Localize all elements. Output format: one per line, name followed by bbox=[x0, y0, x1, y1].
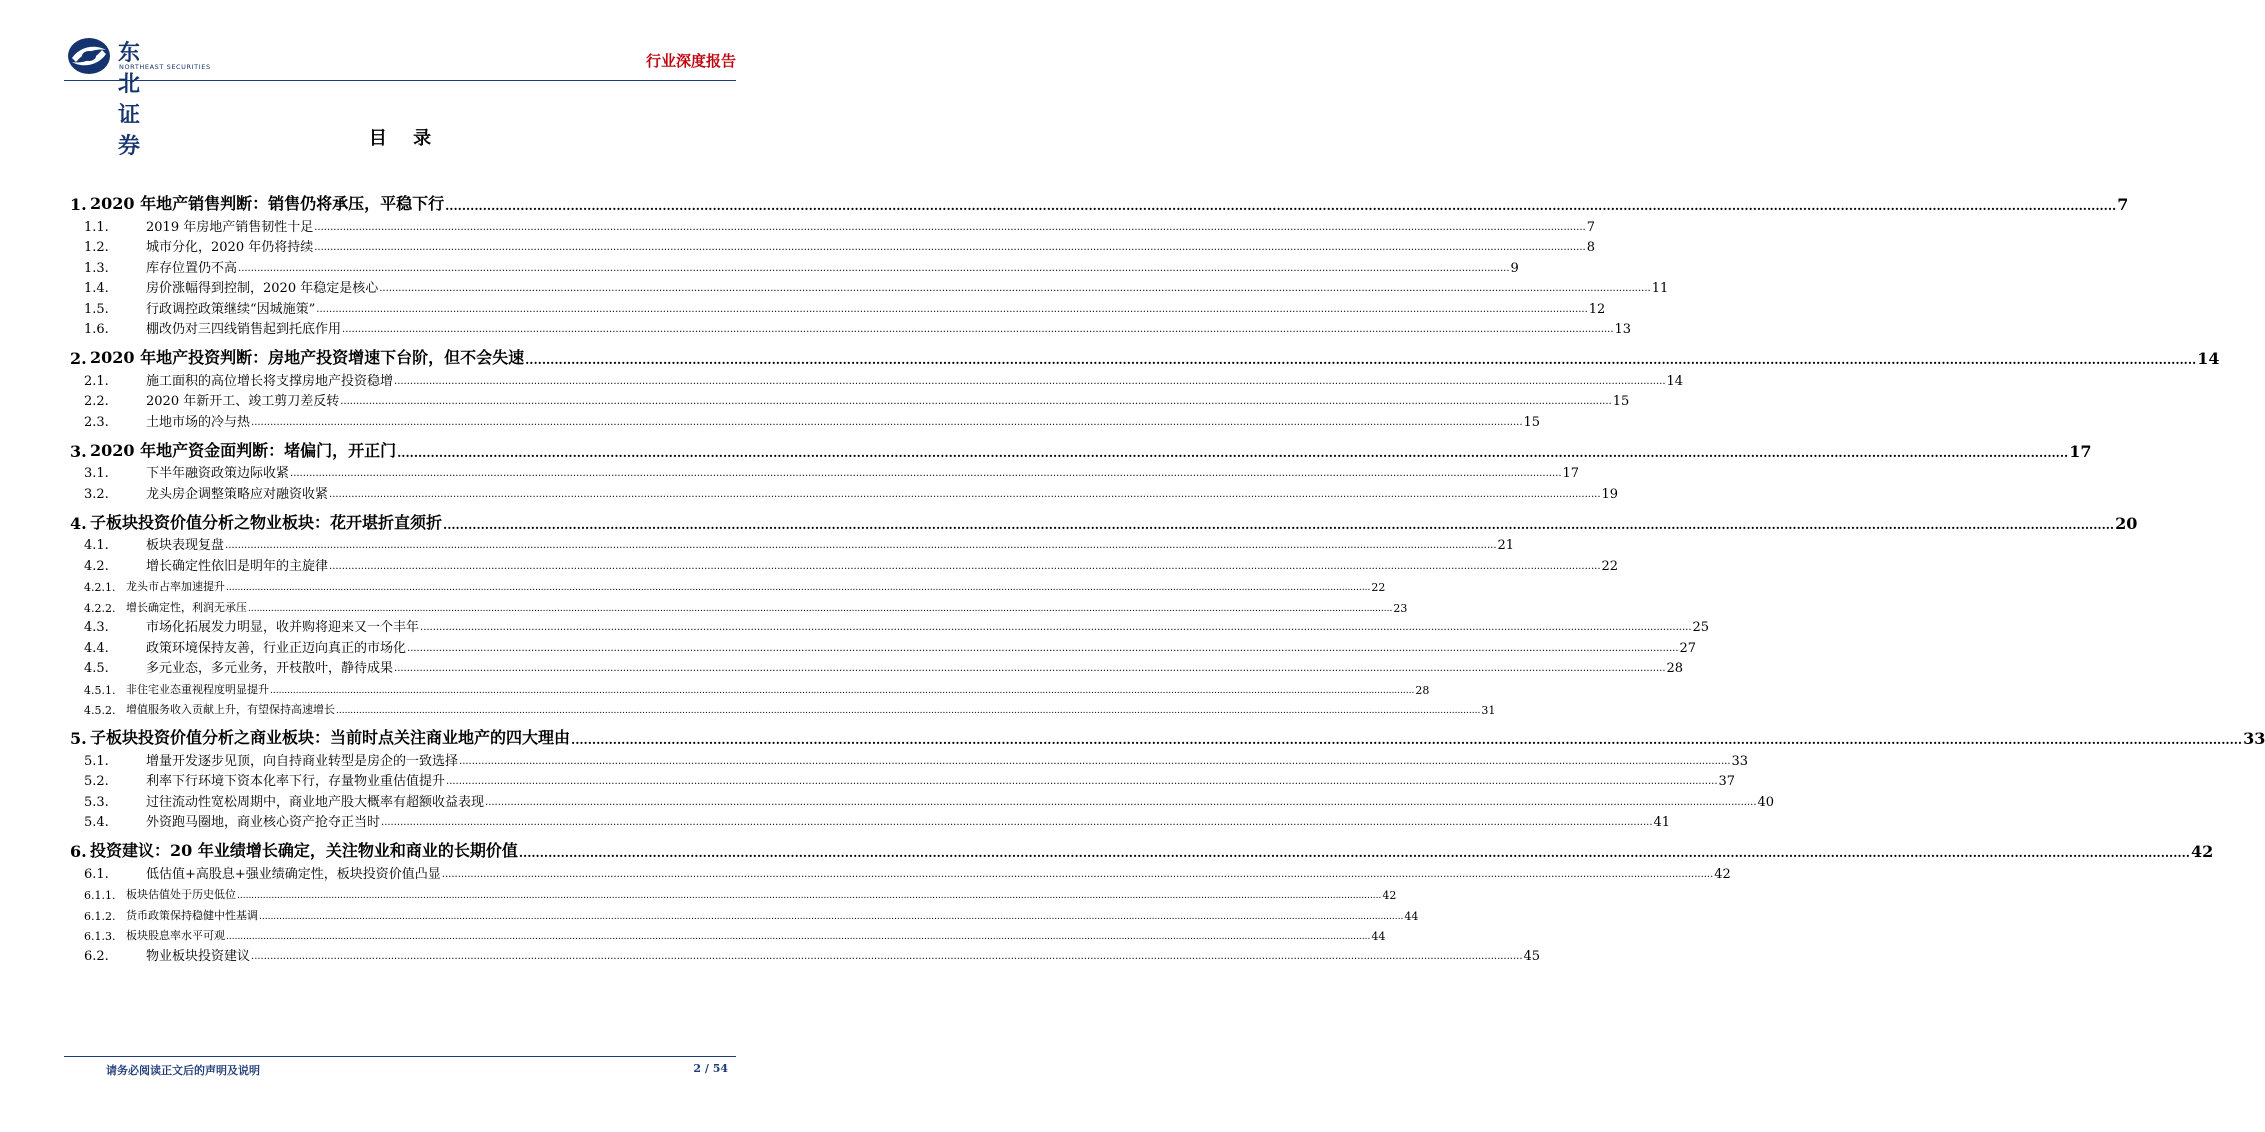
toc-entry[interactable] bbox=[70, 882, 1397, 903]
toc-dot-leader: ................................................................................................................................................................................................................................................................................................................................................................................................................ bbox=[290, 468, 1562, 479]
toc-entry-page: 31 bbox=[1481, 704, 1496, 717]
toc-entry-title: 政策环境保持友善，行业正迈向真正的市场化 bbox=[146, 640, 407, 656]
toc-entry-page: 33 bbox=[1731, 753, 1749, 769]
toc-entry-page: 20 bbox=[2115, 513, 2138, 533]
toc-entry-title: 2020 年地产投资判断：房地产投资增速下台阶，但不会失速 bbox=[90, 348, 525, 367]
toc-entry-title: 下半年融资政策边际收紧 bbox=[146, 466, 290, 481]
toc-entry-page: 17 bbox=[1562, 466, 1580, 481]
toc-entry[interactable] bbox=[70, 769, 1736, 790]
toc-entry-number: 4.5.1. bbox=[84, 683, 116, 697]
toc-entry-title: 过往流动性宽松周期中，商业地产股大概率有超额收益表现 bbox=[146, 794, 485, 810]
toc-entry-title: 龙头房企调整策略应对融资收紧 bbox=[146, 486, 329, 502]
toc-entry-number: 4.1. bbox=[84, 538, 109, 553]
toc-entry-title: 外资跑马圈地，商业核心资产抢夺正当时 bbox=[146, 815, 381, 830]
toc-entry-title: 多元业态，多元业务，开枝散叶，静待成果 bbox=[146, 661, 394, 676]
toc-entry[interactable] bbox=[70, 748, 1749, 769]
toc-entry-page: 13 bbox=[1614, 322, 1632, 337]
footer-disclaimer: 请务必阅读正文后的声明及说明 bbox=[106, 1064, 260, 1077]
toc-entry-number: 6.1.3. bbox=[84, 930, 116, 943]
toc-entry-page: 12 bbox=[1588, 301, 1606, 317]
toc-entry-number: 4.2.1. bbox=[84, 581, 116, 594]
toc-dot-leader: ................................................................................................................................................................................................................................................................................................................................................................................................................ bbox=[340, 396, 1612, 407]
toc-entry-page: 22 bbox=[1371, 581, 1386, 594]
header-divider bbox=[64, 80, 736, 81]
toc-entry-page: 17 bbox=[2069, 441, 2092, 461]
toc-dot-leader: ................................................................................................................................................................................................................................................................................................................................................................................................................ bbox=[316, 303, 1588, 315]
northeast-securities-logo-icon bbox=[66, 36, 112, 76]
toc-dot-leader: ................................................................................................................................................................................................................................................................................................................................................................................................................ bbox=[571, 733, 2243, 747]
toc-entry-title: 增量开发逐步见顶，向自持商业转型是房企的一致选择 bbox=[146, 753, 459, 769]
toc-entry-page: 14 bbox=[1666, 373, 1684, 389]
toc-entry-page: 37 bbox=[1718, 774, 1736, 789]
toc-entry[interactable] bbox=[70, 317, 1632, 338]
toc-dot-leader: ................................................................................................................................................................................................................................................................................................................................................................................................................ bbox=[329, 488, 1601, 500]
toc-entry-number: 1.3. bbox=[84, 260, 109, 276]
toc-entry-number: 3. bbox=[70, 441, 87, 461]
logo-english-name: NORTHEAST SECURITIES bbox=[119, 63, 211, 71]
toc-entry-page: 7 bbox=[1586, 219, 1595, 235]
toc-dot-leader: ................................................................................................................................................................................................................................................................................................................................................................................................................ bbox=[237, 891, 1382, 901]
toc-dot-leader: ................................................................................................................................................................................................................................................................................................................................................................................................................ bbox=[225, 540, 1497, 551]
toc-entry-page: 22 bbox=[1601, 558, 1619, 574]
toc-entry-number: 5.2. bbox=[84, 774, 109, 789]
toc-entry-title: 施工面积的高位增长将支撑房地产投资稳增 bbox=[146, 373, 394, 389]
toc-entry[interactable] bbox=[70, 409, 1541, 430]
toc-entry-number: 2.3. bbox=[84, 414, 109, 430]
toc-entry-title: 行政调控政策继续“因城施策” bbox=[146, 301, 316, 317]
toc-entry-number: 3.2. bbox=[84, 486, 109, 502]
toc-entry-title: 库存位置仍不高 bbox=[146, 260, 238, 276]
toc-entry-page: 42 bbox=[1714, 866, 1731, 882]
toc-dot-leader: ................................................................................................................................................................................................................................................................................................................................................................................................................ bbox=[248, 603, 1393, 614]
toc-entry-page: 44 bbox=[1404, 909, 1419, 923]
toc-entry-title: 增长确定性依旧是明年的主旋律 bbox=[146, 558, 329, 574]
toc-dot-leader: ................................................................................................................................................................................................................................................................................................................................................................................................................ bbox=[259, 911, 1404, 922]
toc-entry[interactable] bbox=[70, 214, 1595, 235]
table-of-contents bbox=[70, 183, 2265, 964]
toc-entry-page: 15 bbox=[1612, 394, 1630, 409]
toc-dot-leader: ................................................................................................................................................................................................................................................................................................................................................................................................................ bbox=[394, 375, 1666, 387]
toc-entry-number: 1.5. bbox=[84, 301, 109, 317]
toc-entry-title: 房价涨幅得到控制，2020 年稳定是核心 bbox=[146, 281, 379, 296]
toc-entry-title: 棚改仍对三四线销售起到托底作用 bbox=[146, 322, 342, 337]
toc-entry-title: 2020 年地产销售判断：销售仍将承压，平稳下行 bbox=[90, 194, 445, 213]
toc-dot-leader: ................................................................................................................................................................................................................................................................................................................................................................................................................ bbox=[446, 776, 1718, 787]
toc-dot-leader: ................................................................................................................................................................................................................................................................................................................................................................................................................ bbox=[329, 560, 1601, 572]
toc-entry-title: 货币政策保持稳健中性基调 bbox=[126, 908, 258, 922]
toc-dot-leader: ................................................................................................................................................................................................................................................................................................................................................................................................................ bbox=[459, 755, 1731, 767]
toc-heading: 目 录 bbox=[368, 128, 442, 149]
toc-entry-page: 14 bbox=[2197, 349, 2220, 368]
toc-entry[interactable] bbox=[70, 188, 2129, 214]
toc-entry-title: 板块表现复盘 bbox=[146, 538, 225, 553]
toc-entry-number: 6.2. bbox=[84, 948, 109, 964]
toc-entry-page: 33 bbox=[2243, 729, 2265, 748]
toc-dot-leader: ................................................................................................................................................................................................................................................................................................................................................................................................................ bbox=[485, 796, 1757, 808]
toc-dot-leader: ................................................................................................................................................................................................................................................................................................................................................................................................................ bbox=[238, 262, 1510, 274]
toc-entry[interactable] bbox=[70, 368, 1684, 389]
page-number: 2 / 54 bbox=[693, 1062, 728, 1075]
toc-entry[interactable] bbox=[70, 943, 1541, 964]
toc-entry-number: 4.5. bbox=[84, 661, 109, 676]
toc-entry-number: 5.1. bbox=[84, 753, 109, 769]
toc-entry[interactable] bbox=[70, 235, 1595, 256]
toc-entry-number: 6.1.2. bbox=[84, 909, 116, 923]
toc-entry-page: 45 bbox=[1523, 948, 1541, 964]
toc-entry-page: 28 bbox=[1415, 683, 1430, 697]
toc-entry-title: 板块估值处于历史低位 bbox=[126, 888, 236, 901]
toc-dot-leader: ................................................................................................................................................................................................................................................................................................................................................................................................................ bbox=[342, 324, 1614, 335]
toc-entry-number: 5.3. bbox=[84, 794, 109, 810]
toc-entry-title: 增值服务收入贡献上升，有望保持高速增长 bbox=[126, 703, 335, 716]
toc-entry[interactable] bbox=[70, 435, 2092, 461]
toc-dot-leader: ................................................................................................................................................................................................................................................................................................................................................................................................................ bbox=[270, 685, 1415, 696]
toc-entry-page: 44 bbox=[1371, 930, 1386, 943]
toc-entry-page: 40 bbox=[1757, 794, 1775, 810]
toc-entry-page: 42 bbox=[1382, 889, 1397, 902]
toc-dot-leader: ................................................................................................................................................................................................................................................................................................................................................................................................................ bbox=[379, 283, 1651, 294]
toc-entry-title: 2020 年新开工、竣工剪刀差反转 bbox=[146, 394, 340, 409]
toc-entry-title: 土地市场的冷与热 bbox=[146, 414, 251, 430]
toc-entry[interactable] bbox=[70, 255, 1519, 276]
toc-entry-page: 11 bbox=[1651, 281, 1669, 296]
toc-dot-leader: ................................................................................................................................................................................................................................................................................................................................................................................................................ bbox=[445, 199, 2117, 213]
toc-entry-number: 1.2. bbox=[84, 240, 109, 255]
toc-entry-page: 9 bbox=[1510, 260, 1519, 276]
toc-entry[interactable] bbox=[70, 722, 2265, 748]
toc-entry-number: 6. bbox=[70, 842, 87, 861]
toc-entry[interactable] bbox=[70, 810, 1671, 831]
toc-dot-leader: ................................................................................................................................................................................................................................................................................................................................................................................................................ bbox=[443, 517, 2115, 532]
toc-entry-number: 4.2.2. bbox=[84, 601, 116, 615]
toc-entry[interactable] bbox=[70, 481, 1619, 502]
toc-entry-title: 龙头市占率加速提升 bbox=[126, 580, 225, 593]
toc-entry[interactable] bbox=[70, 656, 1684, 677]
toc-dot-leader: ................................................................................................................................................................................................................................................................................................................................................................................................................ bbox=[226, 583, 1371, 593]
toc-entry-page: 21 bbox=[1497, 538, 1515, 553]
toc-entry-number: 3.1. bbox=[84, 466, 109, 481]
toc-entry-number: 5.4. bbox=[84, 815, 109, 830]
toc-dot-leader: ................................................................................................................................................................................................................................................................................................................................................................................................................ bbox=[407, 642, 1679, 654]
toc-entry[interactable] bbox=[70, 594, 1408, 615]
toc-entry[interactable] bbox=[70, 861, 1731, 882]
toc-entry-title: 市场化拓展发力明显，收并购将迎来又一个丰年 bbox=[146, 620, 420, 635]
toc-entry[interactable] bbox=[70, 923, 1386, 944]
toc-entry[interactable] bbox=[70, 835, 2214, 861]
toc-dot-leader: ................................................................................................................................................................................................................................................................................................................................................................................................................ bbox=[226, 932, 1371, 942]
toc-entry-number: 5. bbox=[70, 729, 87, 748]
logo-chinese-name: 东北证券 bbox=[118, 41, 142, 159]
toc-entry-title: 非住宅业态重视程度明显提升 bbox=[126, 682, 269, 696]
toc-entry-number: 6.1.1. bbox=[84, 889, 116, 902]
toc-entry-number: 1.1. bbox=[84, 219, 109, 235]
toc-entry[interactable] bbox=[70, 553, 1619, 574]
toc-entry-page: 23 bbox=[1393, 601, 1408, 615]
toc-dot-leader: ................................................................................................................................................................................................................................................................................................................................................................................................................ bbox=[420, 622, 1692, 633]
toc-dot-leader: ................................................................................................................................................................................................................................................................................................................................................................................................................ bbox=[525, 353, 2197, 367]
toc-entry-number: 1. bbox=[70, 195, 87, 214]
toc-entry-number: 1.6. bbox=[84, 322, 109, 337]
toc-entry-title: 利率下行环境下资本化率下行，存量物业重估值提升 bbox=[146, 774, 446, 789]
toc-entry-title: 子板块投资价值分析之物业板块：花开堪折直须折 bbox=[90, 512, 443, 532]
toc-dot-leader: ................................................................................................................................................................................................................................................................................................................................................................................................................ bbox=[314, 242, 1586, 253]
toc-entry-title: 2020 年地产资金面判断：堵偏门，开正门 bbox=[90, 440, 397, 460]
toc-entry[interactable] bbox=[70, 902, 1419, 923]
toc-entry-page: 41 bbox=[1653, 815, 1671, 830]
toc-dot-leader: ................................................................................................................................................................................................................................................................................................................................................................................................................ bbox=[397, 445, 2069, 460]
report-type-label: 行业深度报告 bbox=[645, 52, 736, 70]
toc-entry[interactable] bbox=[70, 574, 1386, 595]
toc-entry-number: 4.5.2. bbox=[84, 704, 116, 717]
toc-entry[interactable] bbox=[70, 461, 1580, 482]
toc-entry-page: 19 bbox=[1601, 486, 1619, 502]
toc-dot-leader: ................................................................................................................................................................................................................................................................................................................................................................................................................ bbox=[336, 706, 1481, 716]
toc-entry-page: 28 bbox=[1666, 661, 1684, 676]
toc-entry[interactable] bbox=[70, 389, 1630, 410]
toc-dot-leader: ................................................................................................................................................................................................................................................................................................................................................................................................................ bbox=[314, 221, 1586, 233]
toc-dot-leader: ................................................................................................................................................................................................................................................................................................................................................................................................................ bbox=[381, 817, 1653, 828]
toc-entry-title: 投资建议：20 年业绩增长确定，关注物业和商业的长期价值 bbox=[90, 841, 518, 860]
toc-entry-number: 4.3. bbox=[84, 620, 109, 635]
toc-entry-number: 2.1. bbox=[84, 373, 109, 389]
toc-entry[interactable] bbox=[70, 533, 1515, 554]
toc-dot-leader: ................................................................................................................................................................................................................................................................................................................................................................................................................ bbox=[394, 663, 1666, 674]
toc-entry-title: 低估值+高股息+强业绩确定性，板块投资价值凸显 bbox=[146, 866, 441, 882]
toc-entry-title: 板块股息率水平可观 bbox=[126, 929, 225, 942]
toc-entry-title: 城市分化，2020 年仍将持续 bbox=[146, 240, 314, 255]
toc-entry[interactable] bbox=[70, 507, 2138, 533]
toc-entry[interactable] bbox=[70, 342, 2220, 368]
toc-entry-title: 子板块投资价值分析之商业板块：当前时点关注商业地产的四大理由 bbox=[90, 728, 571, 747]
toc-entry[interactable] bbox=[70, 615, 1710, 636]
toc-entry-number: 4. bbox=[70, 513, 87, 533]
toc-dot-leader: ................................................................................................................................................................................................................................................................................................................................................................................................................ bbox=[251, 416, 1523, 428]
toc-entry-page: 27 bbox=[1679, 640, 1697, 656]
toc-entry[interactable] bbox=[70, 676, 1430, 697]
toc-entry-number: 2.2. bbox=[84, 394, 109, 409]
toc-entry-page: 42 bbox=[2190, 842, 2214, 861]
toc-entry-page: 7 bbox=[2117, 195, 2129, 214]
toc-entry-page: 15 bbox=[1523, 414, 1541, 430]
toc-dot-leader: ................................................................................................................................................................................................................................................................................................................................................................................................................ bbox=[518, 846, 2190, 860]
toc-entry-number: 4.2. bbox=[84, 558, 109, 574]
toc-entry[interactable] bbox=[70, 635, 1697, 656]
toc-entry-title: 物业板块投资建议 bbox=[146, 948, 251, 964]
toc-entry-page: 8 bbox=[1586, 240, 1595, 255]
toc-entry-title: 增长确定性，利润无承压 bbox=[126, 600, 247, 614]
toc-entry-number: 1.4. bbox=[84, 281, 109, 296]
toc-entry-number: 2. bbox=[70, 349, 87, 368]
toc-entry[interactable] bbox=[70, 276, 1669, 297]
toc-entry[interactable] bbox=[70, 789, 1775, 810]
toc-entry[interactable] bbox=[70, 296, 1606, 317]
toc-entry-number: 6.1. bbox=[84, 866, 109, 882]
toc-dot-leader: ................................................................................................................................................................................................................................................................................................................................................................................................................ bbox=[441, 868, 1714, 880]
toc-entry[interactable] bbox=[70, 697, 1496, 718]
toc-entry-page: 25 bbox=[1692, 620, 1710, 635]
toc-entry-title: 2019 年房地产销售韧性十足 bbox=[146, 219, 314, 235]
toc-dot-leader: ................................................................................................................................................................................................................................................................................................................................................................................................................ bbox=[251, 950, 1523, 962]
toc-entry-number: 4.4. bbox=[84, 640, 109, 656]
footer-divider bbox=[64, 1056, 736, 1057]
